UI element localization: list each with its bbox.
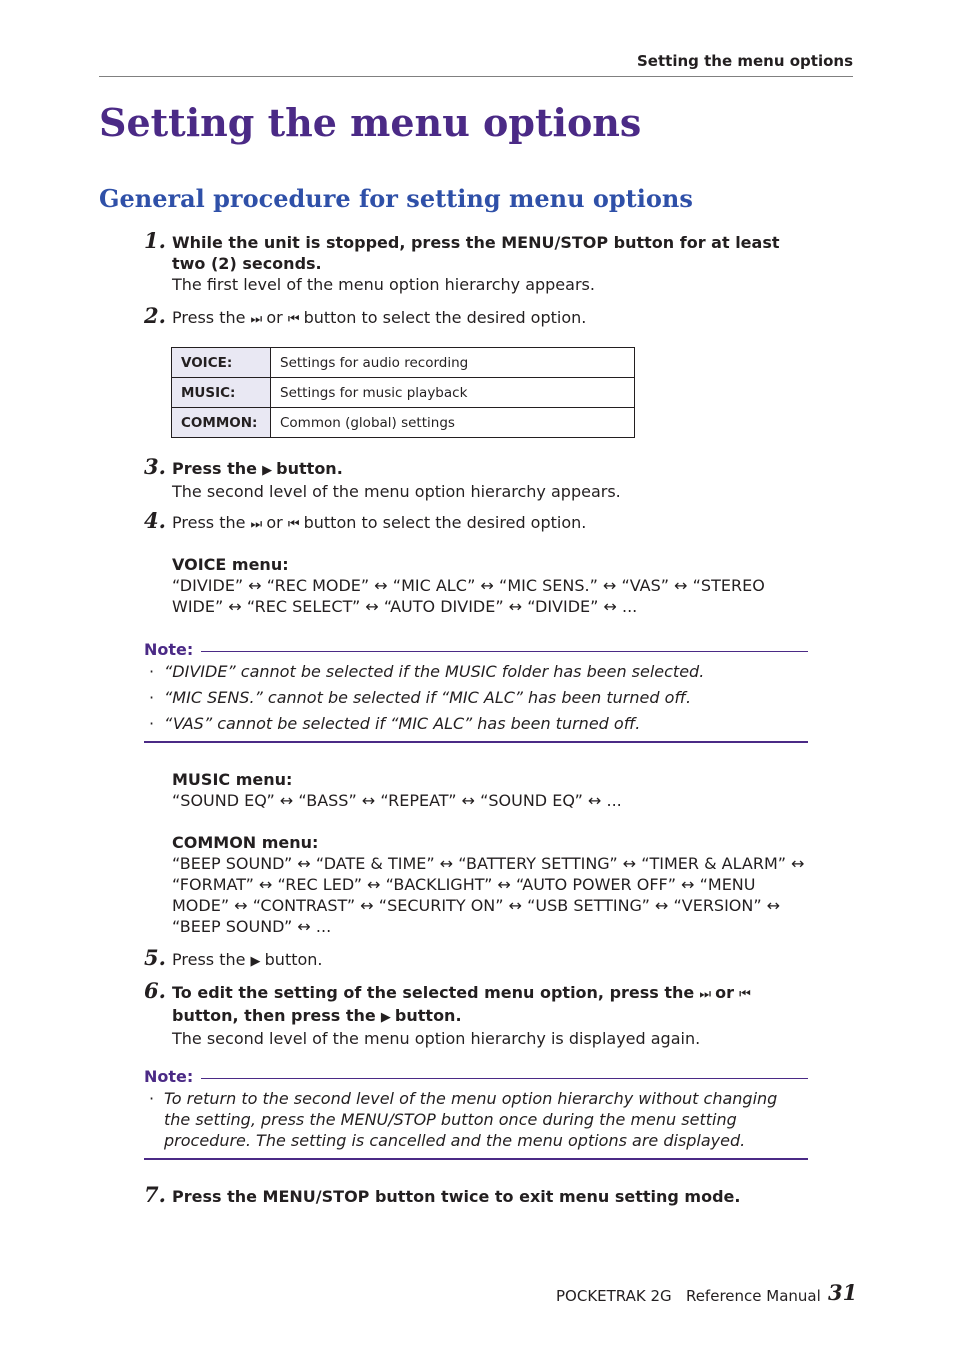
step-instruction-end: button to select the desired option. xyxy=(303,513,587,532)
option-key: MUSIC: xyxy=(172,378,271,408)
step-number: 2. xyxy=(144,303,166,328)
note-item xyxy=(144,661,804,682)
step-number: 5. xyxy=(144,945,166,970)
voice-menu xyxy=(172,554,812,617)
step-instruction-end: button to select the desired option. xyxy=(303,308,587,327)
step-number: 7. xyxy=(144,1182,166,1207)
option-key: VOICE: xyxy=(172,348,271,378)
note-text: “DIVIDE” cannot be selected if the MUSIC folder has been selected. xyxy=(164,662,705,681)
step-or: or xyxy=(266,513,283,532)
step-instruction-end: button. xyxy=(394,1006,462,1025)
note-rule xyxy=(198,1078,808,1079)
option-value: Settings for audio recording xyxy=(271,348,635,378)
bullet: · xyxy=(149,714,155,733)
step-4 xyxy=(144,508,804,535)
step-instruction: To edit the setting of the selected menu option, press the xyxy=(172,983,695,1002)
step-result: The second level of the menu option hierarchy appears. xyxy=(172,482,621,501)
play-icon: ▶ xyxy=(380,1010,390,1025)
step-7 xyxy=(144,1182,804,1207)
step-2 xyxy=(144,303,804,330)
step-or: or xyxy=(266,308,283,327)
step-or: or xyxy=(715,983,735,1002)
step-instruction: Press the xyxy=(172,950,246,969)
note-label: Note: xyxy=(144,640,201,659)
step-instruction-end: button. xyxy=(264,950,323,969)
note-item xyxy=(144,1088,804,1151)
step-instruction-mid: button, then press the xyxy=(172,1006,376,1025)
note-text: “VAS” cannot be selected if “MIC ALC” has been turned off. xyxy=(164,714,641,733)
note-text: “MIC SENS.” cannot be selected if “MIC ALC” has been turned off. xyxy=(164,688,692,707)
voice-menu-title: VOICE menu: xyxy=(172,555,289,574)
fast-forward-icon: ⏭ xyxy=(699,987,711,1002)
note-rule xyxy=(198,651,808,652)
page-number: 31 xyxy=(828,1280,858,1305)
step-instruction: While the unit is stopped, press the MENU/STOP button for at least two (2) seconds. xyxy=(172,233,780,273)
common-menu-title: COMMON menu: xyxy=(172,833,319,852)
step-instruction: Press the xyxy=(172,308,246,327)
step-6 xyxy=(144,978,804,1049)
bullet: · xyxy=(149,1089,155,1108)
table-row xyxy=(172,378,635,408)
option-value: Common (global) settings xyxy=(271,408,635,438)
step-result: The second level of the menu option hierarchy is displayed again. xyxy=(172,1029,701,1048)
table-row xyxy=(172,408,635,438)
step-number: 6. xyxy=(144,978,166,1003)
note-box xyxy=(144,1067,808,1160)
play-icon: ▶ xyxy=(262,463,272,478)
running-head: Setting the menu options xyxy=(637,52,853,70)
option-value: Settings for music playback xyxy=(271,378,635,408)
bullet: · xyxy=(149,688,155,707)
bullet: · xyxy=(149,662,155,681)
step-number: 4. xyxy=(144,508,166,533)
step-instruction: Press the MENU/STOP button twice to exit menu setting mode. xyxy=(172,1187,741,1206)
fast-forward-icon: ⏭ xyxy=(250,517,262,532)
page-title: Setting the menu options xyxy=(99,100,642,145)
header-rule xyxy=(99,76,853,77)
section-title: General procedure for setting menu options xyxy=(99,184,693,213)
step-5 xyxy=(144,945,804,972)
rewind-icon: ⏮ xyxy=(287,312,299,327)
footer-product: POCKETRAK 2G Reference Manual xyxy=(556,1287,821,1305)
note-item xyxy=(144,713,804,734)
fast-forward-icon: ⏭ xyxy=(250,312,262,327)
options-table xyxy=(171,347,635,438)
note-item xyxy=(144,687,804,708)
note-label: Note: xyxy=(144,1067,201,1086)
common-menu-sequence: “BEEP SOUND” ↔ “DATE & TIME” ↔ “BATTERY SETTING” ↔ “TIMER & ALARM” ↔ “FORMAT” ↔ “REC LED” ↔ “BACKLIGHT” ↔ “AUTO POWER OFF” ↔ “MENU MODE” ↔ “CONTRAST” ↔ “SECURITY ON” ↔ “USB SETTING” ↔ “VERSION” ↔ “BEEP SOUND” ↔ ... xyxy=(172,854,805,936)
play-icon: ▶ xyxy=(250,954,260,969)
music-menu xyxy=(172,769,812,811)
option-key: COMMON: xyxy=(172,408,271,438)
music-menu-title: MUSIC menu: xyxy=(172,770,293,789)
step-instruction-end: button. xyxy=(276,459,343,478)
step-number: 1. xyxy=(144,228,166,253)
note-box xyxy=(144,640,808,743)
step-3 xyxy=(144,454,804,502)
step-1 xyxy=(144,228,804,295)
step-number: 3. xyxy=(144,454,166,479)
rewind-icon: ⏮ xyxy=(739,987,750,1002)
step-instruction: Press the xyxy=(172,459,257,478)
step-instruction: Press the xyxy=(172,513,246,532)
table-row xyxy=(172,348,635,378)
rewind-icon: ⏮ xyxy=(287,517,299,532)
voice-menu-sequence: “DIVIDE” ↔ “REC MODE” ↔ “MIC ALC” ↔ “MIC SENS.” ↔ “VAS” ↔ “STEREO WIDE” ↔ “REC SELECT” ↔ “AUTO DIVIDE” ↔ “DIVIDE” ↔ ... xyxy=(172,576,765,616)
step-result: The first level of the menu option hierarchy appears. xyxy=(172,275,595,294)
common-menu xyxy=(172,832,812,937)
note-text: To return to the second level of the menu option hierarchy without changing the setting, press the MENU/STOP button once during the menu setting procedure. The setting is cancelled and the menu options are displayed. xyxy=(164,1089,778,1150)
music-menu-sequence: “SOUND EQ” ↔ “BASS” ↔ “REPEAT” ↔ “SOUND EQ” ↔ ... xyxy=(172,791,622,810)
